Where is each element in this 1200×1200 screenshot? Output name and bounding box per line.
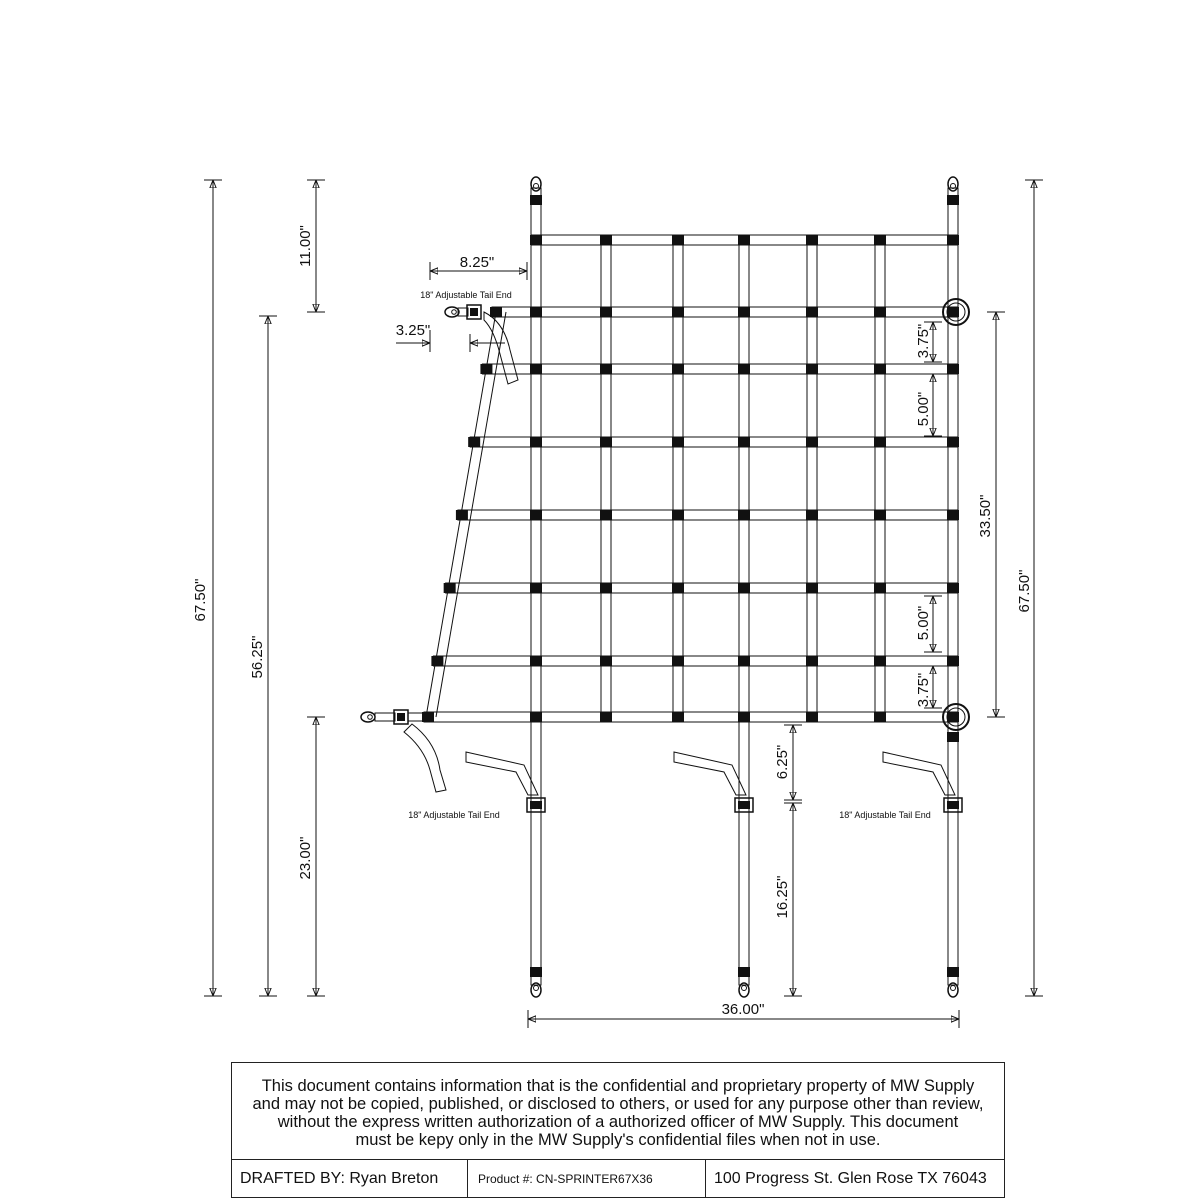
stitch-bar [806,510,818,520]
tail-end-loose [466,752,538,795]
snap-hook [739,983,749,997]
company-address: 100 Progress St. Glen Rose TX 76043 [714,1170,987,1187]
stitch-bar [806,437,818,447]
cam-buckle-core [470,308,478,316]
stitch-bar [947,307,959,317]
dim-anchor-span: 33.50" [977,494,994,538]
dim-bottom-spacing: 3.75" [915,672,932,708]
cam-buckle-core [530,801,542,809]
dim-net-height: 56.25" [249,635,266,679]
stitch-bar [480,364,492,374]
stitch-bar [874,364,886,374]
stitch-bar [738,510,750,520]
product-number: Product #: CN-SPRINTER67X36 [468,1160,706,1198]
stitch-bar [947,712,959,722]
stitch-bar [874,437,886,447]
stitch-bar [806,712,818,722]
stitch-bar [738,656,750,666]
stitch-bar [738,967,750,977]
stitch-bar [947,437,959,447]
stitch-bar [738,235,750,245]
dim-lower-spacing: 5.00" [915,605,932,641]
snap-hook [948,177,958,191]
dim-tail-drop: 6.25" [774,744,791,780]
stitch-bar [600,437,612,447]
dim-top-offset: 11.00" [297,225,314,267]
stitch-bar [431,656,443,666]
stitch-bar [672,364,684,374]
stitch-bar [530,583,542,593]
title-block [231,1062,1005,1198]
tail-end-loose [674,752,746,795]
stitch-bar [947,967,959,977]
stitch-bar [738,712,750,722]
dim-top-spacing: 3.75" [915,323,932,359]
stitch-bar [874,583,886,593]
stitch-bar [530,235,542,245]
stitch-bar [874,510,886,520]
stitch-bar [600,364,612,374]
tail-end-loose [404,724,446,792]
hook-eye [951,986,956,991]
stitch-bar [600,235,612,245]
snap-hook [531,177,541,191]
snap-hook [948,983,958,997]
stitch-bar [738,307,750,317]
stitch-bar [947,732,959,742]
snap-hook [531,983,541,997]
dim-tail-setback: 3.25" [395,322,431,339]
notice-line: and may not be copied, published, or disclosed to others, or used for any purpose other than review, [252,1095,984,1113]
stitch-bar [738,437,750,447]
stitch-bar [806,364,818,374]
stitch-bar [947,510,959,520]
stitch-bar [444,583,456,593]
stitch-bar [490,307,502,317]
stitch-bar [806,235,818,245]
confidentiality-notice [232,1063,1004,1160]
horizontal-strap [492,307,958,317]
stitch-bar [672,307,684,317]
bottom-tail-end [674,752,753,812]
label-tail-end-top: 18" Adjustable Tail End [420,290,512,300]
cam-buckle-core [947,801,959,809]
stitch-bar [738,583,750,593]
stitch-bar [530,510,542,520]
horizontal-strap [482,364,958,374]
side-hook [445,307,459,317]
tail-strap [375,713,395,721]
stitch-bar [947,364,959,374]
stitch-bar [530,364,542,374]
stitch-bar [530,967,542,977]
label-tail-end-left: 18" Adjustable Tail End [408,810,500,820]
stitch-bar [600,307,612,317]
dim-upper-spacing: 5.00" [915,391,932,427]
side-hook [361,712,375,722]
label-tail-end-right: 18" Adjustable Tail End [839,810,931,820]
dim-tail-reach: 8.25" [459,254,495,271]
stitch-bar [672,437,684,447]
stitch-bar [874,656,886,666]
notice-line: must be kepy only in the MW Supply's confidential files when not in use. [355,1131,881,1149]
stitch-bar [806,583,818,593]
tail-end-loose [883,752,955,795]
stitch-bar [874,307,886,317]
hook-eye [534,986,539,991]
hook-eye [368,715,373,720]
tail-strap [408,713,424,721]
stitch-bar [672,583,684,593]
dim-bottom-offset: 23.00" [297,836,314,880]
stitch-bar [947,656,959,666]
stitch-bar [672,712,684,722]
stitch-bar [530,712,542,722]
stitch-bar [806,307,818,317]
stitch-bar [947,195,959,205]
dim-overall-height-right: 67.50" [1016,569,1033,613]
bottom-tail-end [883,752,962,812]
stitch-bar [672,510,684,520]
cam-buckle-core [397,713,405,721]
stitch-bar [468,437,480,447]
stitch-bar [600,510,612,520]
stitch-bar [874,235,886,245]
stitch-bar [600,712,612,722]
stitch-bar [600,656,612,666]
hook-eye [742,986,747,991]
stitch-bar [874,712,886,722]
notice-line: without the express written authorization of a authorized officer of MW Supply. This document [277,1113,959,1131]
dim-overall-height-left: 67.50" [192,578,209,622]
drafted-by: DRAFTED BY: Ryan Breton [232,1160,468,1198]
stitch-bar [530,656,542,666]
stitch-bar [530,195,542,205]
stitch-bar [806,656,818,666]
dim-overall-width: 36.00" [721,1001,765,1018]
cam-buckle-core [738,801,750,809]
stitch-bar [672,235,684,245]
bottom-tail-end [466,752,545,812]
stitch-bar [672,656,684,666]
vertical-strap [739,240,749,985]
hook-eye [452,310,457,315]
stitch-bar [530,437,542,447]
stitch-bar [456,510,468,520]
stitch-bar [738,364,750,374]
stitch-bar [600,583,612,593]
stitch-bar [947,235,959,245]
stitch-bar [530,307,542,317]
net-webbing-grid [361,177,969,997]
stitch-bar [947,583,959,593]
notice-line: This document contains information that is the confidential and proprietary property of MW Supply [261,1077,975,1095]
dim-tail-length: 16.25" [774,875,791,919]
